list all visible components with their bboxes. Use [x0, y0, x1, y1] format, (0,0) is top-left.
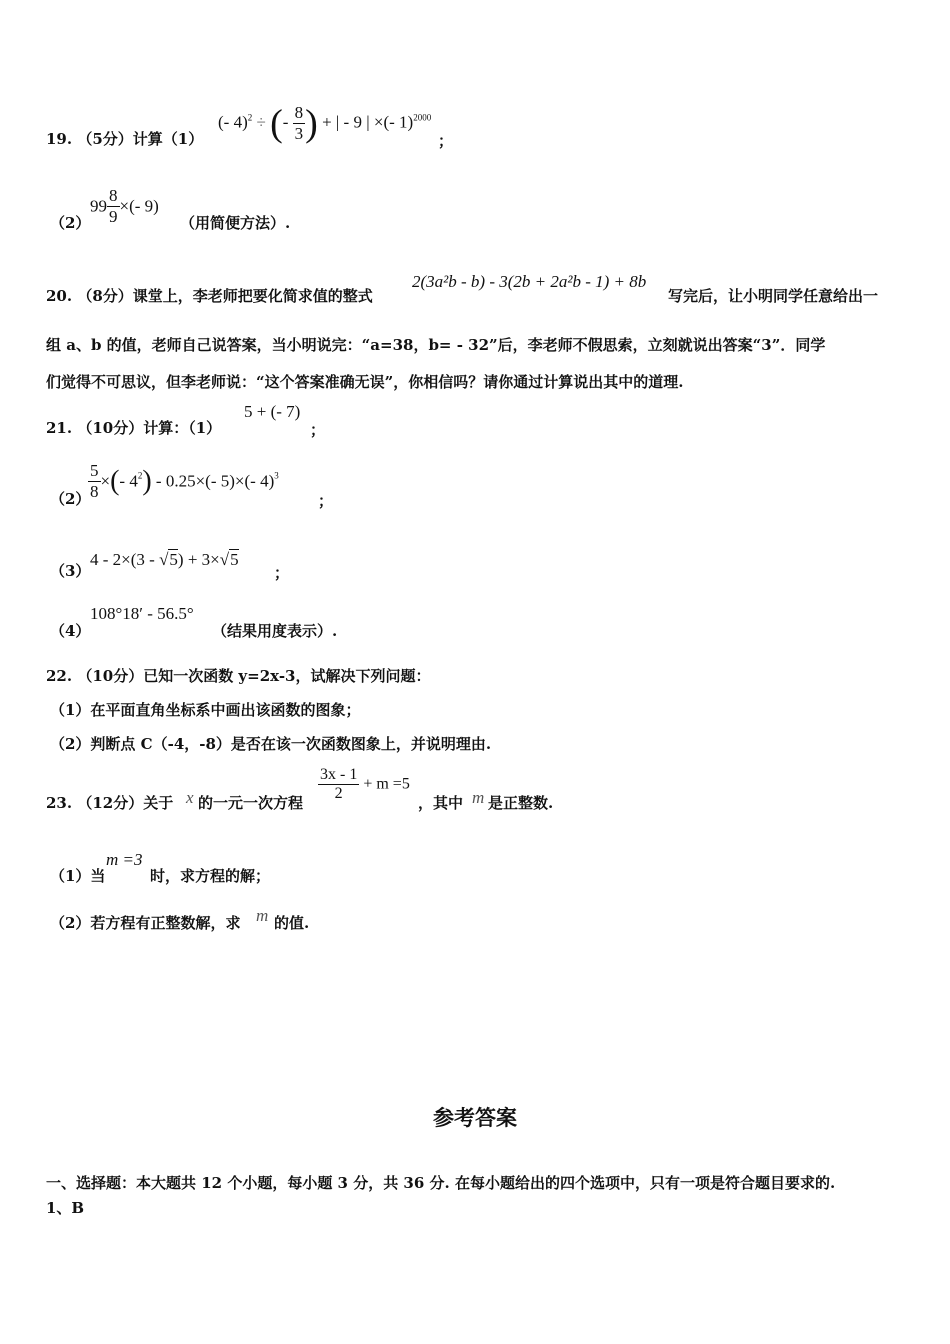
answers-section-heading: 一、选择题：本大题共 12 个小题，每小题 3 分，共 36 分. 在每小题给出的四个选项中，只有一项是符合题目要求的.: [46, 1174, 836, 1192]
q20-line2: 组 a、b 的值，老师自己说答案，当小明说完：“a=38，b= - 32”后，李老师不假思索，立刻就说出答案“3”．同学: [46, 336, 826, 354]
q22-line2: （1）在平面直角坐标系中画出该函数的图象；: [50, 701, 361, 719]
q21-expr3: 4 - 2×(3 - √5) + 3×√5: [90, 550, 239, 569]
q21-expr1: 5 + (- 7): [244, 402, 301, 421]
q21-semicolon-1: ；: [310, 421, 326, 439]
q20-line3: 们觉得不可思议，但李老师说：“这个答案准确无误”，你相信吗？请你通过计算说出其中的道理.: [46, 373, 684, 391]
q23-part2-var: m: [256, 906, 269, 925]
q23-var-m: m: [472, 788, 485, 807]
q21-semicolon-3: ；: [274, 564, 290, 582]
q21-semicolon-2: ；: [318, 492, 334, 510]
answers-item-1: 1、B: [46, 1199, 85, 1217]
q20-line1-tail: 写完后，让小明同学任意给出一: [668, 287, 879, 305]
q23-part1-expr: m =3: [106, 850, 143, 869]
q20-line1-label: 20. （8分）课堂上，李老师把要化简求值的整式: [46, 287, 373, 305]
q23-var-x: x: [186, 788, 194, 807]
q22-line1: 22. （10分）已知一次函数 y=2x-3，试解决下列问题：: [46, 667, 431, 685]
q19-expr2: 99 $\frac{8}{9}$ ×(- 9): [90, 186, 159, 226]
q23-part2-a: （2）若方程有正整数解，求: [50, 914, 241, 932]
q21-expr2: $\frac{5}{8}$ ×(- $4^2) - 0.25\times(-$ 5)×(- 4)$^3$: [90, 461, 279, 501]
q19-semicolon: ；: [438, 132, 454, 150]
q21-part3-label: （3）: [50, 562, 91, 580]
q23-label-d: 是正整数.: [488, 794, 554, 812]
q21-label: 21. （10分）计算：（1）: [46, 419, 222, 437]
q23-equation: $\frac{3x - 1}{2}$ + m =5: [320, 766, 410, 802]
q23-label-c: ，其中: [418, 794, 464, 812]
q23-part1-b: 时，求方程的解；: [150, 867, 271, 885]
q21-part4-label: （4）: [50, 622, 91, 640]
q23-part1-a: （1）当: [50, 867, 106, 885]
q20-expression: 2(3a²b - b) - 3(2b + 2a²b - 1) + 8b: [412, 272, 647, 291]
q23-label-b: 的一元一次方程: [198, 794, 304, 812]
q22-line3: （2）判断点 C（-4，-8）是否在该一次函数图象上，并说明理由.: [50, 735, 492, 753]
q21-part2-label: （2）: [50, 490, 91, 508]
q19-part2-label: （2）: [50, 214, 91, 232]
q21-part4-tail: （结果用度表示）.: [212, 622, 338, 640]
q19-expr1: (- 4)$^2$ ÷ (- $\frac{8}{3}$ ) + | - 9 | ×(- 1)$^{2000}$: [218, 102, 432, 145]
q19-part2-tail: （用简便方法）.: [180, 214, 291, 232]
q23-label-a: 23. （12分）关于: [46, 794, 174, 812]
answers-title: 参考答案: [433, 1105, 517, 1130]
q19-label: 19. （5分）计算（1）: [46, 130, 204, 148]
q23-part2-b: 的值.: [274, 914, 310, 932]
q21-expr4: 108°18′ - 56.5°: [90, 604, 194, 623]
